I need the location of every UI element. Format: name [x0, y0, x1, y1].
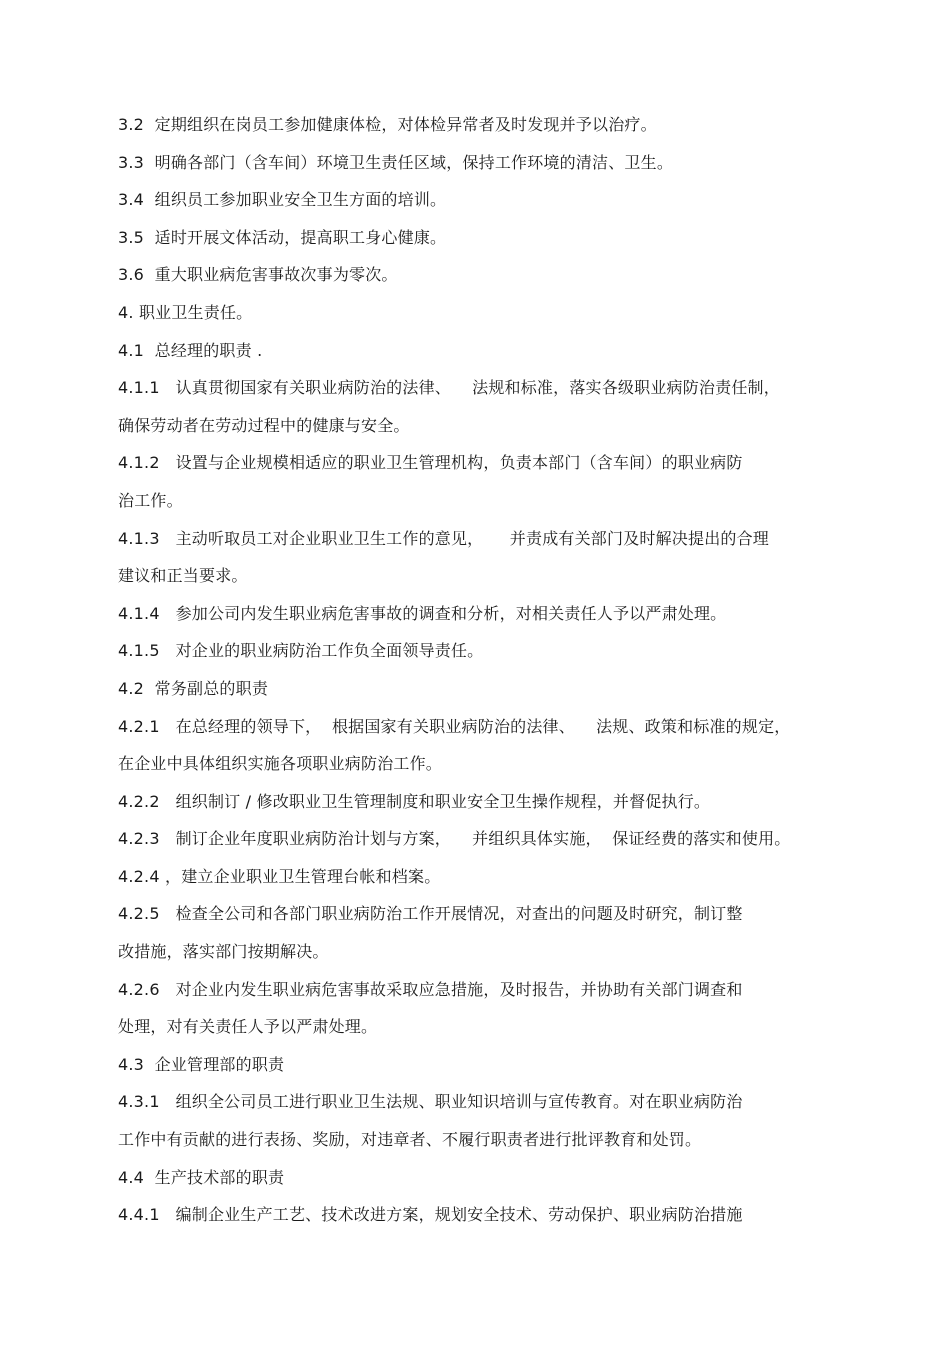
- text-line: 4.1.4 参加公司内发生职业病危害事故的调查和分析，对相关责任人予以严肃处理。: [118, 603, 727, 623]
- text-line: 4.3.1 组织全公司员工进行职业卫生法规、职业知识培训与宣传教育。对在职业病防治: [118, 1092, 743, 1112]
- text-line: 建议和正当要求。: [118, 566, 248, 586]
- subsection-heading: 4.3 企业管理部的职责: [118, 1054, 285, 1074]
- text-line: 3.4 组织员工参加职业安全卫生方面的培训。: [118, 190, 447, 210]
- text-line: 4.2.5 检查全公司和各部门职业病防治工作开展情况，对查出的问题及时研究，制订整: [118, 904, 743, 924]
- text-line: 治工作。: [118, 490, 183, 510]
- text-line: 4.1.3 主动听取员工对企业职业卫生工作的意见， 并责成有关部门及时解决提出的合理: [118, 528, 769, 548]
- subsection-heading: 4.2 常务副总的职责: [118, 678, 269, 698]
- text-line: 4.2.3 制订企业年度职业病防治计划与方案， 并组织具体实施， 保证经费的落实和使用。: [118, 829, 791, 849]
- text-line: 3.2 定期组织在岗员工参加健康体检，对体检异常者及时发现并予以治疗。: [118, 115, 657, 134]
- text-line: 4.1.5 对企业的职业病防治工作负全面领导责任。: [118, 641, 484, 661]
- text-line: 处理，对有关责任人予以严肃处理。: [118, 1017, 378, 1037]
- text-line: 4.2.4 ，建立企业职业卫生管理台帐和档案。: [118, 866, 441, 886]
- text-line: 4.2.2 组织制订 / 修改职业卫生管理制度和职业安全卫生操作规程，并督促执行。: [118, 791, 711, 811]
- text-line: 4.2.6 对企业内发生职业病危害事故采取应急措施，及时报告，并协助有关部门调查和: [118, 979, 743, 999]
- text-line: 3.5 适时开展文体活动，提高职工身心健康。: [118, 227, 447, 247]
- section-heading: 4. 职业卫生责任。: [118, 302, 253, 322]
- text-line: 4.1.2 设置与企业规模相适应的职业卫生管理机构，负责本部门（含车间）的职业病防: [118, 453, 743, 473]
- subsection-heading: 4.4 生产技术部的职责: [118, 1167, 285, 1187]
- text-line: 4.1.1 认真贯彻国家有关职业病防治的法律、 法规和标准，落实各级职业病防治责任制，: [118, 378, 780, 398]
- text-line: 改措施，落实部门按期解决。: [118, 942, 329, 962]
- text-line: 4.2.1 在总经理的领导下， 根据国家有关职业病防治的法律、 法规、政策和标准的规定，: [118, 716, 791, 736]
- text-line: 在企业中具体组织实施各项职业病防治工作。: [118, 754, 443, 774]
- text-line: 4.4.1 编制企业生产工艺、技术改进方案，规划安全技术、劳动保护、职业病防治措施: [118, 1205, 743, 1225]
- subsection-heading: 4.1 总经理的职责 .: [118, 340, 263, 360]
- text-line: 确保劳动者在劳动过程中的健康与安全。: [118, 415, 410, 435]
- document-body: [118, 106, 838, 1234]
- text-line: 3.3 明确各部门（含车间）环境卫生责任区域，保持工作环境的清洁、卫生。: [118, 152, 674, 172]
- text-line: 3.6 重大职业病危害事故次事为零次。: [118, 265, 398, 285]
- text-line: 工作中有贡献的进行表扬、奖励，对违章者、不履行职责者进行批评教育和处罚。: [118, 1130, 702, 1150]
